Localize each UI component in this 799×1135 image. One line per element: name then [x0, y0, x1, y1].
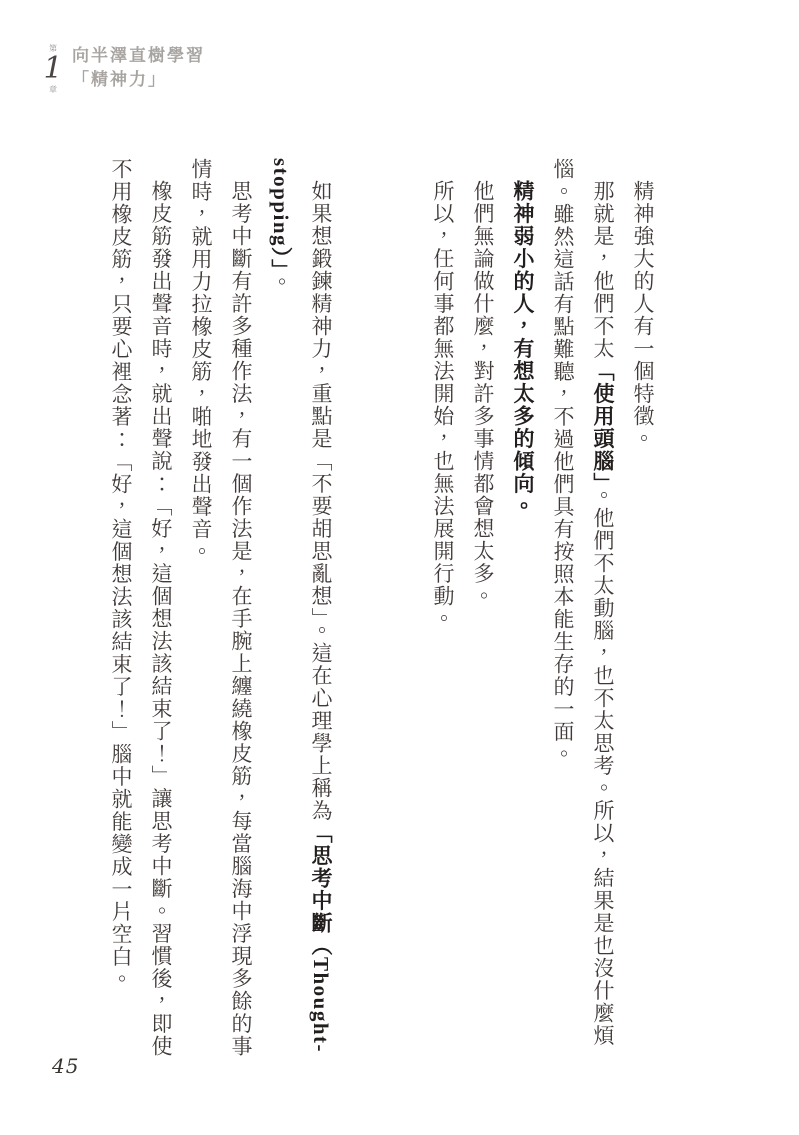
paragraph-3-emphasis: 精神弱小的人，有想太多的傾向。	[511, 180, 535, 518]
text-section-1	[423, 158, 663, 1064]
chapter-number: 1	[43, 51, 63, 86]
paragraph-2-text-rest: 。他們不太動腦，也不太思考。所以，結果是也沒什麼煩惱。雖然這話有點難聽，不過他們具有按照本能生存的一面。	[551, 158, 615, 1047]
paragraph-3	[503, 158, 543, 1064]
chapter-suffix: 章	[49, 85, 57, 94]
paragraph-2-emphasis: 「使用頭腦」	[591, 360, 615, 485]
paragraph-4	[463, 158, 503, 1064]
paragraph-6-emphasis: 「思考中斷（Thought-stopping）」	[269, 158, 333, 1054]
body-text	[101, 158, 663, 1064]
chapter-title-line-1: 向半澤直樹學習	[72, 46, 205, 65]
page-number: 45	[52, 1054, 80, 1078]
chapter-title	[72, 44, 205, 92]
paragraph-1-text: 精神強大的人有一個特徵。	[631, 180, 655, 450]
paragraph-8	[101, 158, 181, 1064]
paragraph-5-text: 所以，任何事都無法開始，也無法展開行動。	[431, 180, 455, 630]
paragraph-2-text: 那就是，他們不太	[591, 180, 615, 360]
text-section-2	[101, 158, 341, 1064]
paragraph-1	[623, 158, 663, 1064]
paragraph-6-text: 如果想鍛鍊精神力，重點是「不要胡思亂想」。這在心理學上稱為	[309, 180, 333, 822]
chapter-prefix: 第	[49, 44, 57, 53]
paragraph-7	[181, 158, 261, 1064]
chapter-header	[42, 44, 205, 94]
paragraph-7-text: 思考中斷有許多種作法，有一個作法是，在手腕上纏繞橡皮筋，每當腦海中浮現多餘的事情時，就用力拉橡皮筋，啪地發出聲音。	[189, 158, 253, 1058]
paragraph-8-text: 橡皮筋發出聲音時，就出聲說：「好，這個想法該結束了！」讓思考中斷。習慣後，即使不用橡皮筋，只要心裡念著：「好，這個想法該結束了！」腦中就能變成一片空白。	[109, 158, 173, 1058]
paragraph-5	[423, 158, 463, 1064]
paragraph-6-text-rest: 。	[269, 271, 293, 294]
paragraph-2	[543, 158, 623, 1064]
chapter-title-line-2: 「精神力」	[72, 70, 167, 89]
chapter-number-block	[42, 44, 64, 94]
paragraph-6	[261, 158, 341, 1064]
paragraph-4-text: 他們無論做什麼，對許多事情都會想太多。	[471, 180, 495, 608]
